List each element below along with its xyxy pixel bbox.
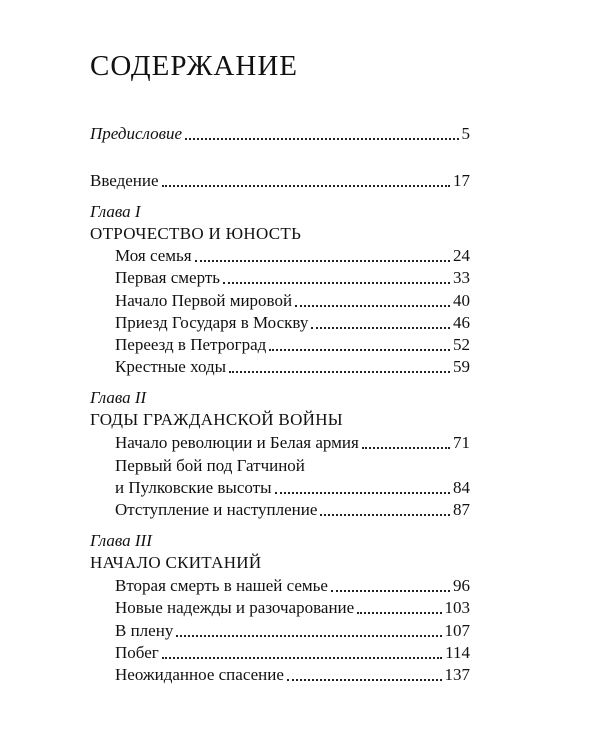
toc-page-number: 114 — [445, 643, 470, 662]
toc-entry-label: Приезд Государя в Москву — [115, 313, 309, 332]
toc-entry — [115, 432, 470, 454]
dot-leader — [320, 514, 450, 516]
toc-entry-label: Вторая смерть в нашей семье — [115, 576, 328, 595]
toc-entry-label: Побег — [115, 643, 159, 662]
dot-leader — [162, 185, 450, 187]
toc-entry-label: Неожиданное спасение — [115, 665, 284, 684]
toc-page-number: 24 — [453, 246, 470, 265]
dot-leader — [185, 138, 458, 140]
dot-leader — [357, 612, 441, 614]
toc-page-number: 103 — [444, 598, 470, 617]
chapter-label: Глава I — [90, 202, 141, 221]
toc-page-number: 40 — [453, 291, 470, 310]
dot-leader — [362, 447, 450, 449]
toc-page-number: 87 — [453, 500, 470, 519]
toc-page-number: 46 — [453, 313, 470, 332]
toc-entry-label: Новые надежды и разочарование — [115, 598, 355, 617]
dot-leader — [295, 305, 450, 307]
dot-leader — [331, 590, 450, 592]
toc-entry-label: Переезд в Петроград — [115, 335, 267, 354]
toc-entry — [115, 312, 470, 334]
toc-entry-label: Начало революции и Белая армия — [115, 433, 359, 452]
toc-entry-label: Моя семья — [115, 246, 192, 265]
toc-page-number: 33 — [453, 268, 470, 287]
toc-entry-preface — [90, 123, 470, 145]
toc-entry-label: Предисловие — [90, 124, 183, 143]
toc-entry — [115, 290, 470, 312]
dot-leader — [162, 657, 442, 659]
dot-leader — [275, 492, 450, 494]
dot-leader — [311, 327, 450, 329]
toc-entry — [115, 642, 470, 664]
toc-entry-label: Крестные ходы — [115, 357, 227, 376]
toc-entry — [115, 477, 470, 499]
toc-entry-label-line1: Первый бой под Гатчиной — [115, 456, 305, 475]
toc-page-number: 96 — [453, 576, 470, 595]
toc-page-number: 5 — [461, 124, 470, 143]
dot-leader — [229, 371, 450, 373]
chapter-title: ГОДЫ ГРАЖДАНСКОЙ ВОЙНЫ — [90, 410, 343, 429]
toc-entry-label: Введение — [90, 171, 159, 190]
chapter-title: НАЧАЛО СКИТАНИЙ — [90, 553, 262, 572]
toc-page-number: 107 — [444, 621, 470, 640]
toc-entry-label: Начало Первой мировой — [115, 291, 293, 310]
toc-page-number: 71 — [453, 433, 470, 452]
toc-entry — [115, 356, 470, 378]
chapter-label: Глава II — [90, 388, 147, 407]
toc-entry-label: и Пулковские высоты — [115, 478, 272, 497]
page-title: СОДЕРЖАНИЕ — [90, 50, 298, 82]
toc-entry-intro — [90, 170, 470, 192]
dot-leader — [223, 282, 450, 284]
dot-leader — [195, 260, 450, 262]
toc-page-number: 59 — [453, 357, 470, 376]
toc-entry — [115, 267, 470, 289]
toc-page-number: 52 — [453, 335, 470, 354]
toc-entry — [115, 499, 470, 521]
toc-entry — [115, 334, 470, 356]
toc-entry-label: Первая смерть — [115, 268, 221, 287]
toc-entry — [115, 245, 470, 267]
toc-entry — [115, 620, 470, 642]
toc-entry — [115, 664, 470, 686]
toc-page-number: 84 — [453, 478, 470, 497]
chapter-title: ОТРОЧЕСТВО И ЮНОСТЬ — [90, 224, 302, 243]
toc-entry — [115, 597, 470, 619]
chapter-label: Глава III — [90, 531, 152, 550]
dot-leader — [287, 679, 442, 681]
toc-page-number: 137 — [444, 665, 470, 684]
toc-entry-label: В плену — [115, 621, 174, 640]
dot-leader — [176, 635, 441, 637]
dot-leader — [269, 349, 450, 351]
toc-page-number: 17 — [453, 171, 470, 190]
toc-entry — [115, 575, 470, 597]
toc-entry-label: Отступление и наступление — [115, 500, 318, 519]
